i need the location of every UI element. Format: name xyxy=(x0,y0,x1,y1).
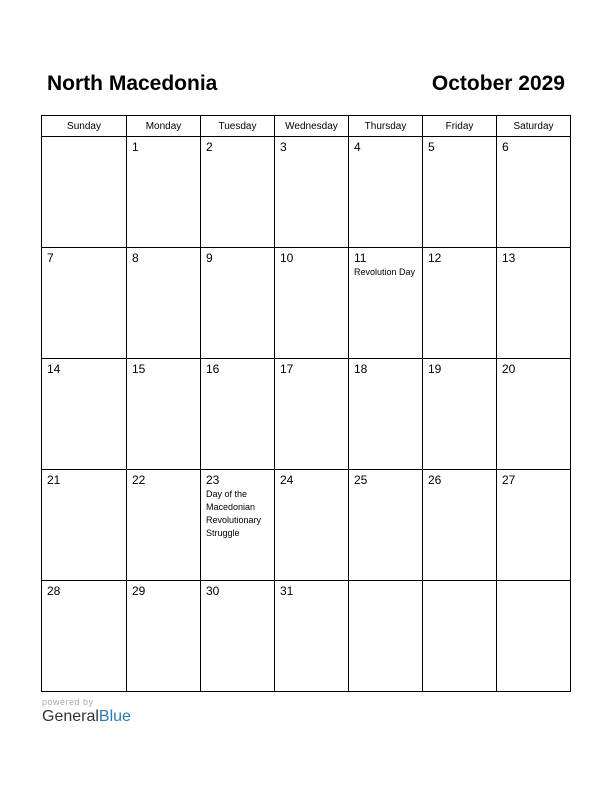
day-cell xyxy=(201,248,275,359)
day-number: 20 xyxy=(502,362,516,376)
day-number: 6 xyxy=(502,140,509,154)
weekday-header: Saturday xyxy=(497,116,571,137)
day-number: 26 xyxy=(428,473,442,487)
weekday-header: Tuesday xyxy=(201,116,275,137)
day-cell xyxy=(42,248,127,359)
day-cell xyxy=(42,137,127,248)
day-number: 23 xyxy=(206,473,220,487)
footer-branding xyxy=(42,697,131,726)
day-number: 1 xyxy=(132,140,139,154)
day-cell xyxy=(423,359,497,470)
day-cell xyxy=(349,470,423,581)
day-cell xyxy=(275,248,349,359)
week-row xyxy=(42,581,571,692)
brand-general-text: General xyxy=(42,708,99,725)
day-cell xyxy=(497,470,571,581)
day-cell xyxy=(349,248,423,359)
brand-blue-text: Blue xyxy=(98,708,131,725)
day-number: 21 xyxy=(47,473,61,487)
weekday-header: Wednesday xyxy=(275,116,349,137)
day-number: 5 xyxy=(428,140,435,154)
day-number: 14 xyxy=(47,362,61,376)
day-number: 29 xyxy=(132,584,146,598)
day-number: 9 xyxy=(206,251,213,265)
week-row xyxy=(42,248,571,359)
day-number: 24 xyxy=(280,473,294,487)
day-cell xyxy=(127,470,201,581)
day-cell xyxy=(423,248,497,359)
day-cell xyxy=(127,137,201,248)
day-cell xyxy=(349,359,423,470)
day-cell xyxy=(42,581,127,692)
day-cell xyxy=(497,137,571,248)
calendar-grid xyxy=(41,115,571,692)
generalblue-logo xyxy=(42,708,131,726)
day-number: 28 xyxy=(47,584,61,598)
day-number: 31 xyxy=(280,584,294,598)
day-cell xyxy=(127,248,201,359)
day-cell xyxy=(201,137,275,248)
weekday-header: Monday xyxy=(127,116,201,137)
day-number: 25 xyxy=(354,473,368,487)
day-number: 2 xyxy=(206,140,213,154)
day-number: 17 xyxy=(280,362,294,376)
day-number: 8 xyxy=(132,251,139,265)
day-cell xyxy=(423,470,497,581)
day-cell xyxy=(275,359,349,470)
country-title: North Macedonia xyxy=(47,72,218,95)
weekday-header: Sunday xyxy=(42,116,127,137)
day-number: 7 xyxy=(47,251,54,265)
day-cell xyxy=(349,137,423,248)
day-cell xyxy=(127,581,201,692)
day-cell xyxy=(42,470,127,581)
day-cell xyxy=(201,359,275,470)
day-number: 22 xyxy=(132,473,146,487)
day-cell xyxy=(423,137,497,248)
day-number: 18 xyxy=(354,362,368,376)
day-number: 15 xyxy=(132,362,146,376)
powered-by-text: powered by xyxy=(42,697,94,707)
day-number: 12 xyxy=(428,251,442,265)
day-number: 27 xyxy=(502,473,516,487)
day-number: 19 xyxy=(428,362,442,376)
weekday-header: Thursday xyxy=(349,116,423,137)
day-number: 11 xyxy=(354,251,367,265)
day-cell xyxy=(497,359,571,470)
day-cell xyxy=(201,581,275,692)
day-cell xyxy=(201,470,275,581)
day-number: 13 xyxy=(502,251,516,265)
day-number: 3 xyxy=(280,140,287,154)
weekday-header: Friday xyxy=(423,116,497,137)
day-cell xyxy=(423,581,497,692)
day-cell xyxy=(127,359,201,470)
day-number: 10 xyxy=(280,251,294,265)
day-cell xyxy=(275,470,349,581)
day-cell xyxy=(275,137,349,248)
day-cell xyxy=(497,581,571,692)
day-cell xyxy=(42,359,127,470)
day-number: 16 xyxy=(206,362,220,376)
day-cell xyxy=(275,581,349,692)
week-row xyxy=(42,359,571,470)
holiday-label: Day of the Macedonian Revolutionary Struggle xyxy=(206,489,262,538)
holiday-label: Revolution Day xyxy=(354,267,416,277)
day-number: 4 xyxy=(354,140,361,154)
weekday-header-row xyxy=(42,116,571,137)
day-cell xyxy=(349,581,423,692)
week-row xyxy=(42,137,571,248)
month-year-title: October 2029 xyxy=(431,72,565,95)
week-row xyxy=(42,470,571,581)
day-cell xyxy=(497,248,571,359)
day-number: 30 xyxy=(206,584,220,598)
